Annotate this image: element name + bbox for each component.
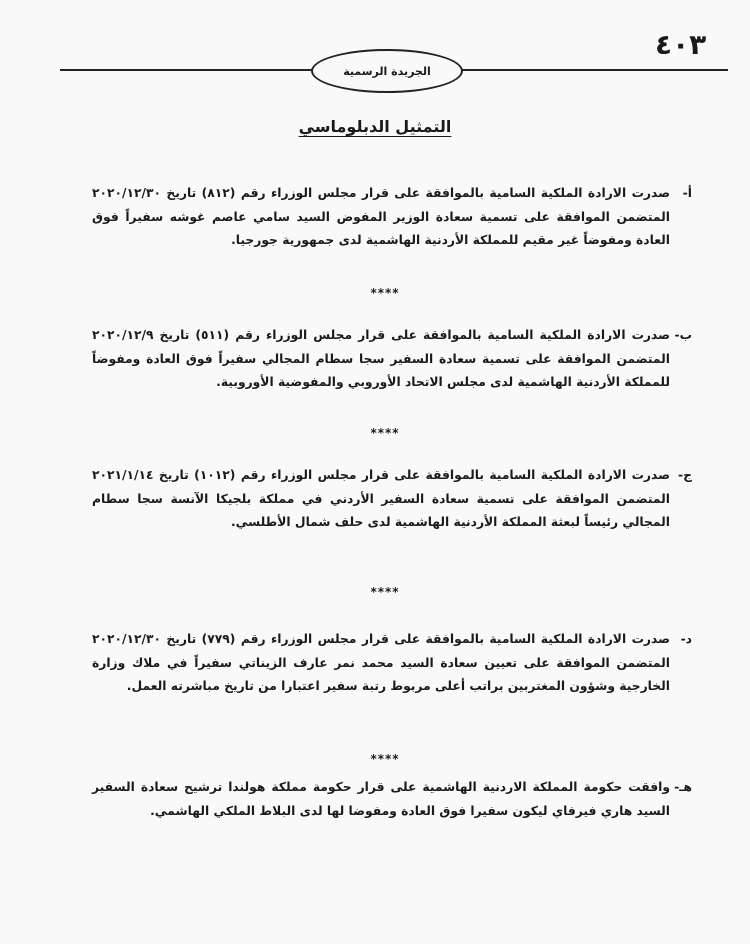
item-marker: ج- xyxy=(678,468,692,482)
item-marker: ب- xyxy=(674,328,692,342)
separator: **** xyxy=(370,426,400,440)
separator: **** xyxy=(370,752,400,766)
page-title-text: التمثيل الدبلوماسي xyxy=(298,117,452,136)
article-item-b xyxy=(92,324,692,395)
item-text: صدرت الارادة الملكية السامية بالموافقة على قرار مجلس الوزراء رقم (٨١٢) تاريخ ٢٠٢٠/١٢/٣٠ المتضمن الموافقة على تسمية سعادة الوزير المفوض السيد سامي عاصم غوشه سفيراً فوق العادة ومفوضاً غير مقيم للمملكة الأردنية الهاشمية لدى جمهورية جورجيا. xyxy=(92,186,670,247)
header-oval xyxy=(311,49,463,93)
item-text: صدرت الارادة الملكية السامية بالموافقة على قرار مجلس الوزراء رقم (٥١١) تاريخ ٢٠٢٠/١٢/٩ المتضمن الموافقة على تسمية سعادة السفير سجا سطام المجالي سفيراً فوق العادة ومفوضاً للمملكة الأردنية الهاشمية لدى مجلس الاتحاد الأوروبي والمفوضية الأوروبية. xyxy=(92,328,670,389)
header-label: الجريدة الرسمية xyxy=(343,64,431,78)
article-item-e xyxy=(92,776,692,823)
page-title xyxy=(240,117,510,136)
item-marker: هـ- xyxy=(674,780,692,794)
article-item-c xyxy=(92,464,692,535)
article-item-a xyxy=(92,182,692,253)
item-marker: أ- xyxy=(682,186,692,200)
item-text: وافقت حكومة المملكة الاردنية الهاشمية على قرار حكومة مملكة هولندا ترشيح سعادة السفير السيد هاري فيرفاي ليكون سفيرا فوق العادة ومفوضا لها لدى البلاط الملكي الهاشمي. xyxy=(92,780,670,818)
item-text: صدرت الارادة الملكية السامية بالموافقة على قرار مجلس الوزراء رقم (١٠١٢) تاريخ ٢٠٢١/١/١٤ المتضمن الموافقة على تسمية سعادة السفير الأردني في مملكة بلجيكا الآنسة سجا سطام المجالي رئيساً لبعثة المملكة الأردنية الهاشمية لدى حلف شمال الأطلسي. xyxy=(92,468,670,529)
separator: **** xyxy=(370,286,400,300)
page-number: ٤٠٣ xyxy=(655,28,707,61)
item-text: صدرت الارادة الملكية السامية بالموافقة على قرار مجلس الوزراء رقم (٧٧٩) تاريخ ٢٠٢٠/١٢/٣٠ المتضمن الموافقة على تعيين سعادة السيد محمد نمر عارف الزيناتي سفيراً في ملاك وزارة الخارجية وشؤون المغتربين براتب أعلى مربوط رتبة سفير اعتبارا من تاريخ مباشرته العمل. xyxy=(92,632,670,693)
separator: **** xyxy=(370,585,400,599)
article-item-d xyxy=(92,628,692,699)
item-marker: د- xyxy=(680,632,692,646)
